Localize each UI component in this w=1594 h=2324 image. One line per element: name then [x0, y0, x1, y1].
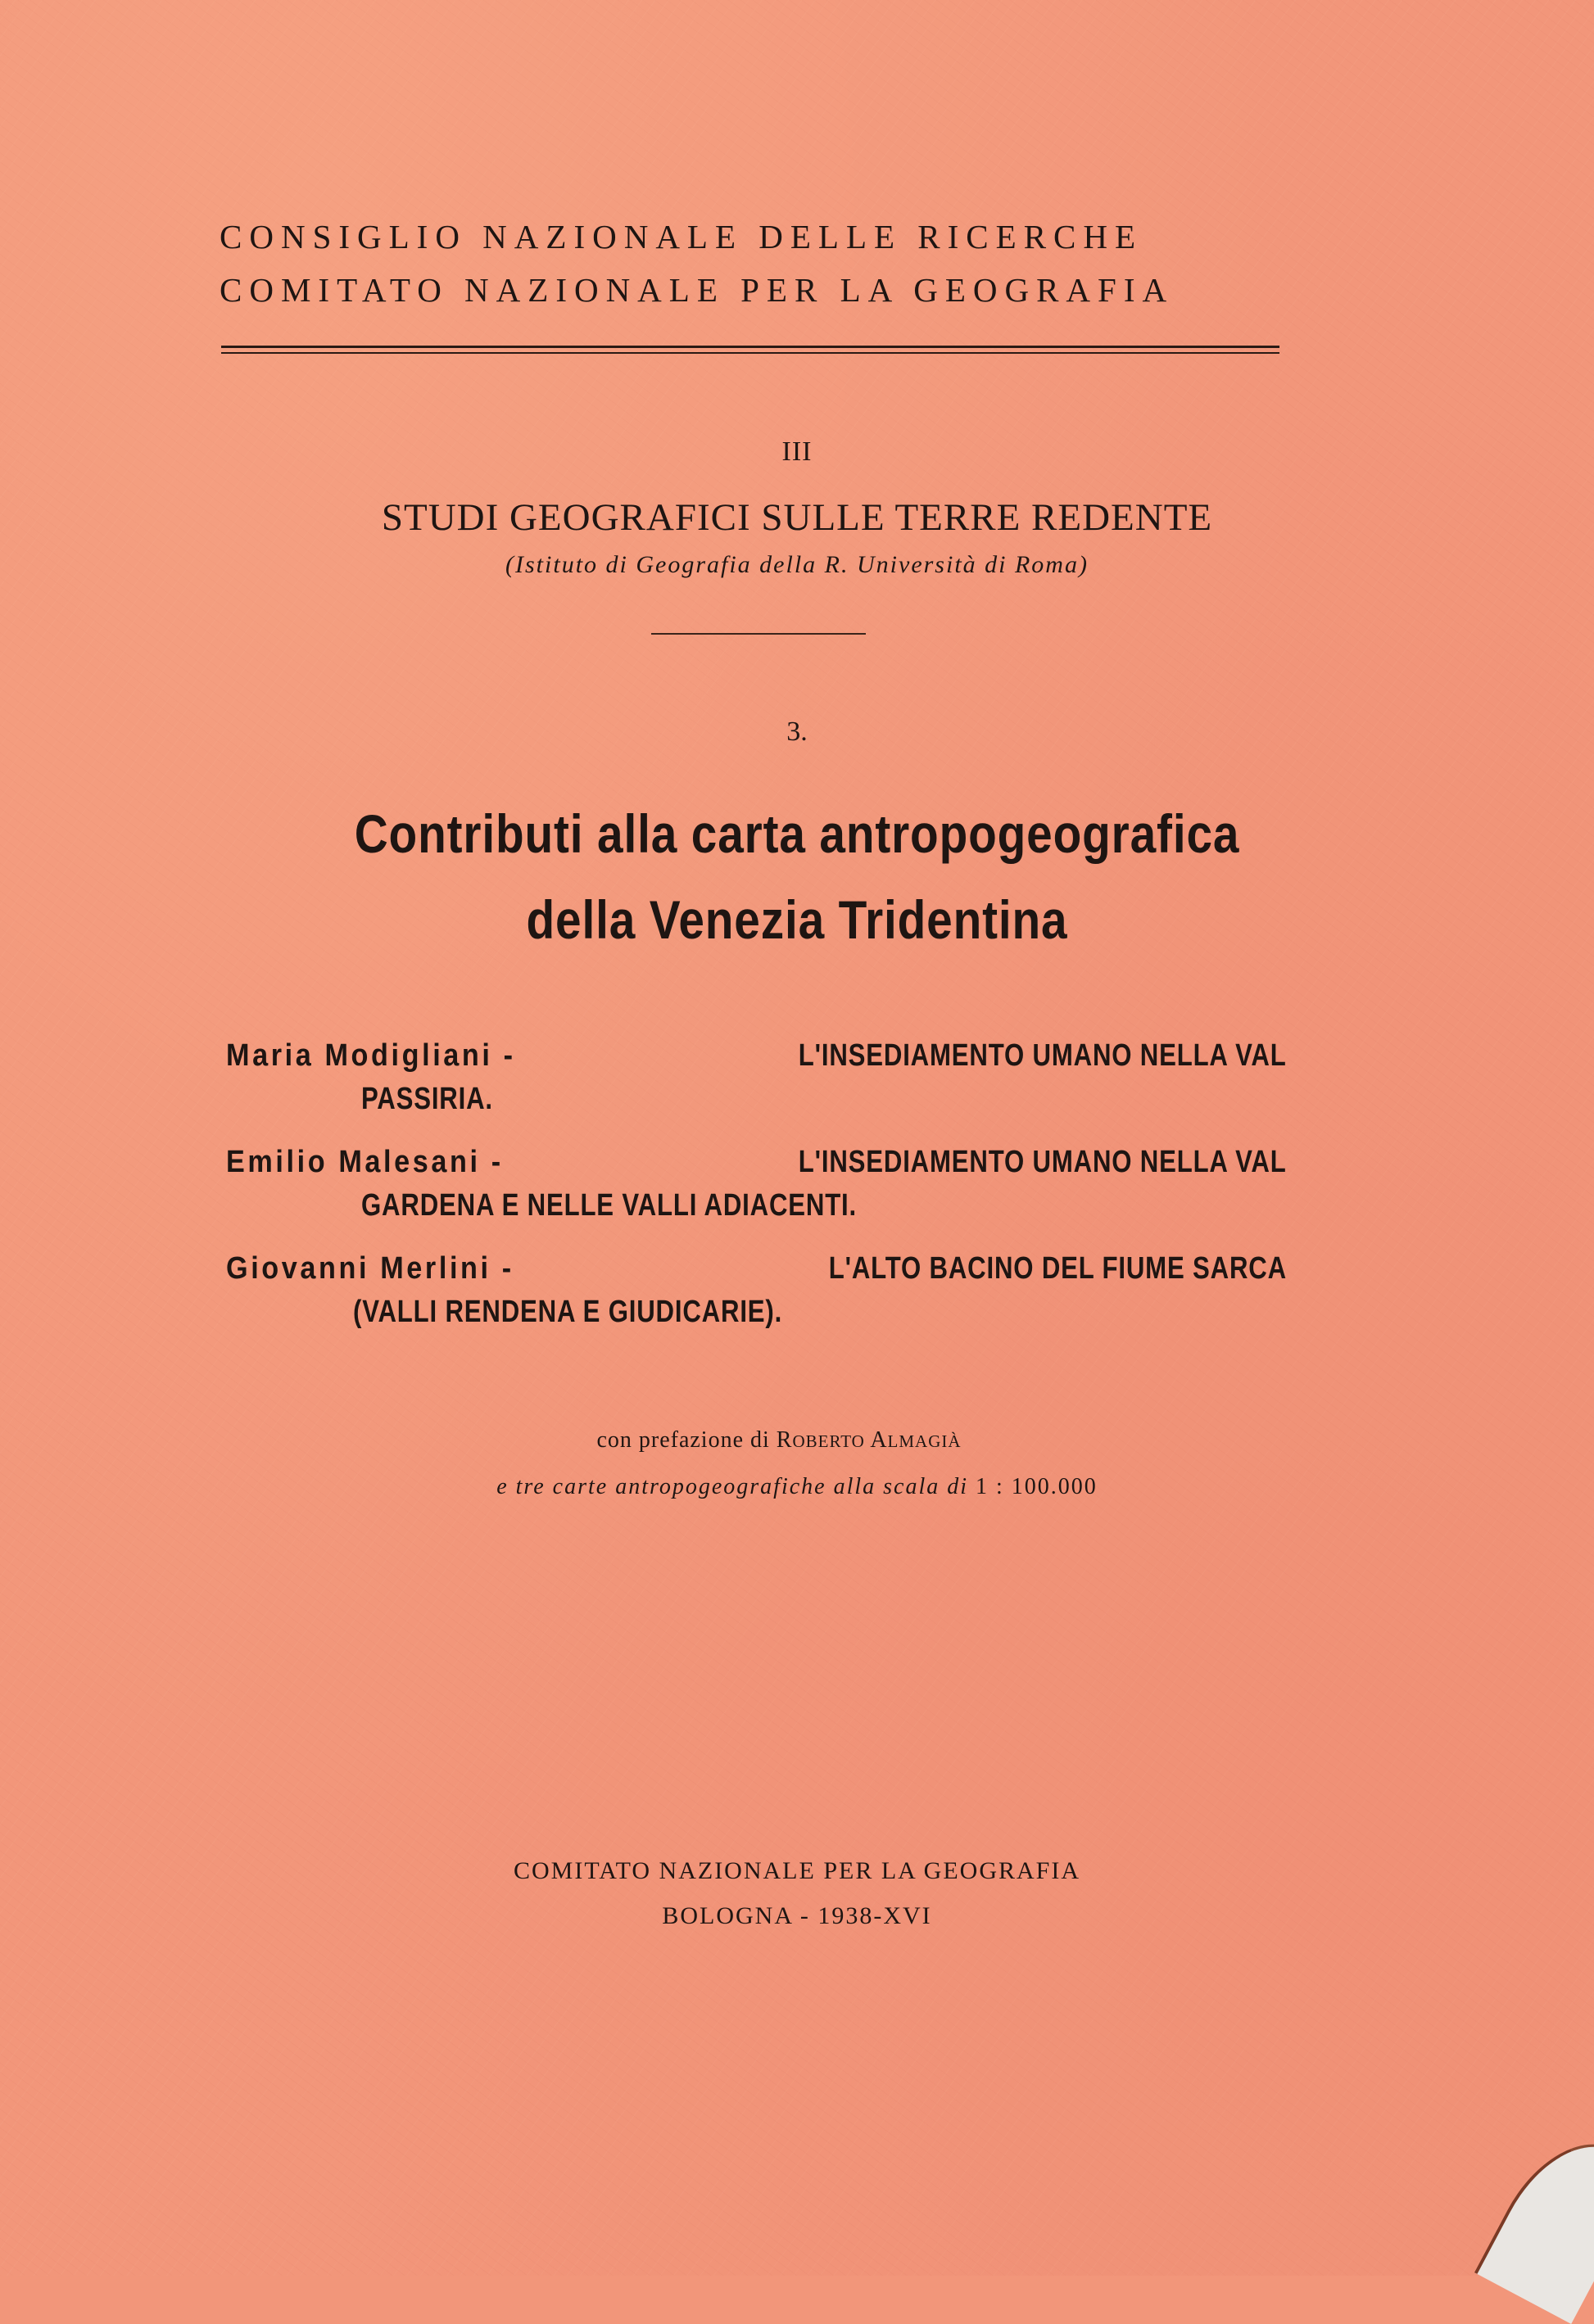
- contribution-3: [226, 1251, 1291, 1330]
- series-institute: (Istituto di Geografia della R. Università di Roma): [505, 551, 1089, 578]
- volume-number: 3.: [786, 717, 808, 747]
- contribution-author: Emilio Malesani -: [226, 1145, 504, 1179]
- volume-title-line-2: della Venezia Tridentina: [526, 889, 1068, 950]
- contribution-author: Maria Modigliani -: [226, 1038, 516, 1073]
- section-divider: [651, 633, 866, 635]
- volume-title-line-1: Contributi alla carta antropogeografica: [354, 803, 1240, 864]
- preface-credit: con prefazione di ROBERTO ALMAGIÀ: [596, 1427, 962, 1453]
- publisher-name: COMITATO NAZIONALE PER LA GEOGRAFIA: [513, 1857, 1081, 1884]
- contribution-author: Giovanni Merlini -: [226, 1251, 514, 1286]
- contribution-2: [226, 1145, 1291, 1223]
- contribution-title: L'INSEDIAMENTO UMANO NELLA VAL: [799, 1145, 1287, 1179]
- series-number: III: [781, 436, 813, 467]
- publisher-place-date: BOLOGNA - 1938-XVI: [662, 1902, 932, 1929]
- contribution-title-continued: (VALLI RENDENA E GIUDICARIE).: [353, 1295, 783, 1329]
- contribution-title-continued: GARDENA E NELLE VALLI ADIACENTI.: [361, 1188, 858, 1223]
- contribution-title: L'ALTO BACINO DEL FIUME SARCA: [828, 1251, 1287, 1286]
- header-rule-top: [221, 346, 1279, 348]
- header-rule-bottom: [221, 352, 1279, 354]
- org-line-1: CONSIGLIO NAZIONALE DELLE RICERCHE: [220, 218, 1143, 255]
- org-line-2: COMITATO NAZIONALE PER LA GEOGRAFIA: [220, 271, 1175, 309]
- contribution-1: [226, 1038, 1291, 1117]
- contribution-title-continued: PASSIRIA.: [361, 1082, 493, 1116]
- maps-note: e tre carte antropogeografiche alla scala di 1 : 100.000: [496, 1474, 1098, 1499]
- series-title: STUDI GEOGRAFICI SULLE TERRE REDENTE: [381, 496, 1213, 539]
- contribution-title: L'INSEDIAMENTO UMANO NELLA VAL: [799, 1038, 1287, 1073]
